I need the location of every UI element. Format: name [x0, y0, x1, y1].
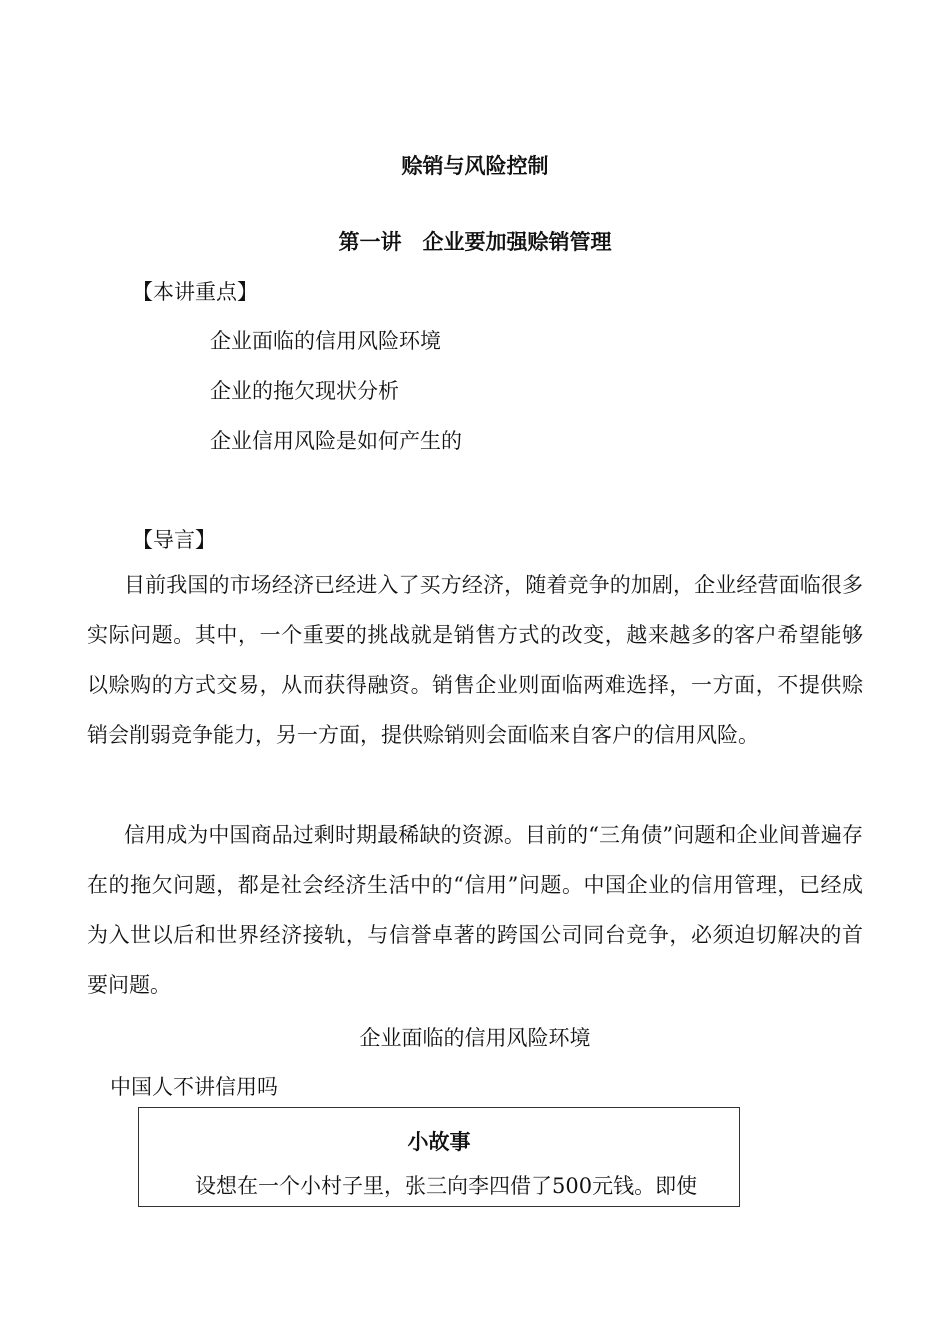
story-box	[138, 1107, 740, 1207]
intro-paragraph: 信用成为中国商品过剩时期最稀缺的资源。目前的“三角债”问题和企业间普遍存在的拖欠问题，都是社会经济生活中的“信用”问题。中国企业的信用管理，已经成为入世以后和世界经济接轨，与信誉卓著的跨国公司同台竞争，必须迫切解决的首要问题。	[87, 823, 863, 997]
document-title: 赊销与风险控制	[401, 153, 549, 178]
story-title: 小故事	[407, 1129, 471, 1154]
intro-heading: 【导言】	[132, 528, 216, 552]
key-point-item: 企业面临的信用风险环境	[210, 329, 441, 353]
story-text: 设想在一个小村子里，张三向李四借了500元钱。即使	[195, 1174, 698, 1198]
key-point-item: 企业的拖欠现状分析	[210, 379, 399, 403]
lecture-title: 第一讲 企业要加强赊销管理	[338, 229, 612, 254]
subsection-title: 中国人不讲信用吗	[110, 1075, 278, 1099]
section-title: 企业面临的信用风险环境	[359, 1026, 591, 1050]
intro-paragraph: 目前我国的市场经济已经进入了买方经济，随着竞争的加剧，企业经营面临很多实际问题。其中，一个重要的挑战就是销售方式的改变，越来越多的客户希望能够以赊购的方式交易，从而获得融资。销售企业则面临两难选择，一方面，不提供赊销会削弱竞争能力，另一方面，提供赊销则会面临来自客户的信用风险。	[87, 573, 863, 747]
key-points-heading: 【本讲重点】	[132, 280, 258, 304]
key-point-item: 企业信用风险是如何产生的	[210, 429, 462, 453]
